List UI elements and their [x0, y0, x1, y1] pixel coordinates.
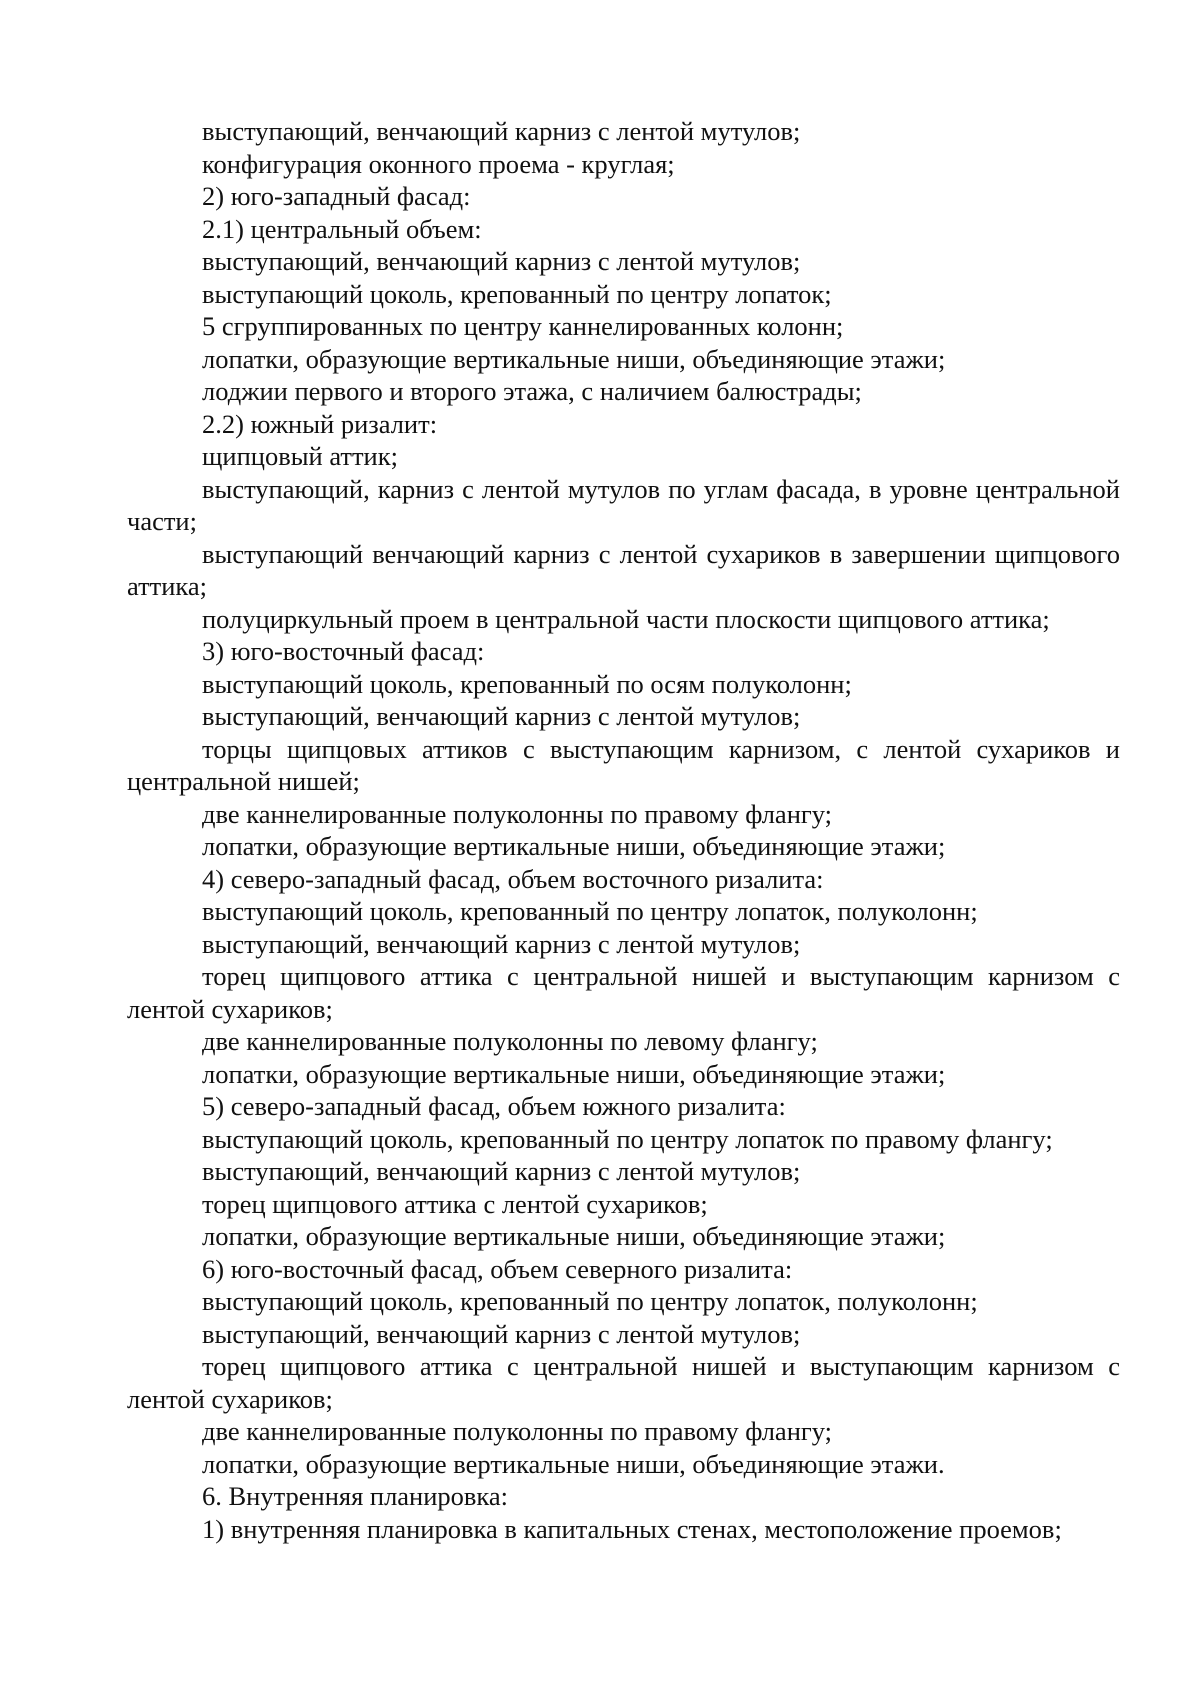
paragraph: выступающий цоколь, крепованный по центру лопаток;	[202, 278, 832, 309]
paragraph: конфигурация оконного проема - круглая;	[202, 148, 675, 179]
paragraph: 6) юго-восточный фасад, объем северного ризалита:	[202, 1253, 793, 1284]
paragraph: торец щипцового аттика с лентой сухариков;	[202, 1188, 708, 1219]
paragraph: выступающий, карниз с лентой мутулов по углам фасада, в уровне центральной части;	[127, 473, 1120, 536]
paragraph: 4) северо-западный фасад, объем восточного ризалита:	[202, 863, 824, 894]
paragraph: 6. Внутренняя планировка:	[202, 1481, 509, 1511]
paragraph: лопатки, образующие вертикальные ниши, объединяющие этажи.	[202, 1448, 945, 1479]
paragraph: выступающий, венчающий карниз с лентой мутулов;	[202, 246, 801, 276]
paragraph: торцы щипцовых аттиков с выступающим карнизом, с лентой сухариков и центральной нишей;	[127, 733, 1120, 796]
paragraph: 5) северо-западный фасад, объем южного ризалита:	[202, 1091, 786, 1121]
paragraph: две каннелированные полуколонны по правому флангу;	[202, 1416, 833, 1446]
paragraph: лопатки, образующие вертикальные ниши, объединяющие этажи;	[202, 831, 946, 861]
paragraph: 2) юго-западный фасад:	[202, 181, 471, 211]
paragraph: выступающий цоколь, крепованный по осям полуколонн;	[202, 668, 852, 699]
paragraph: две каннелированные полуколонны по правому флангу;	[202, 798, 833, 829]
paragraph: 5 сгруппированных по центру каннелированных колонн;	[202, 311, 844, 341]
paragraph: выступающий, венчающий карниз с лентой мутулов;	[202, 1318, 801, 1349]
paragraph: выступающий цоколь, крепованный по центру лопаток, полуколонн;	[202, 1286, 978, 1316]
paragraph: выступающий венчающий карниз с лентой сухариков в завершении щипцового аттика;	[127, 538, 1120, 601]
paragraph: 3) юго-восточный фасад:	[202, 636, 485, 666]
paragraph: лопатки, образующие вертикальные ниши, объединяющие этажи;	[202, 1221, 946, 1251]
paragraph: выступающий цоколь, крепованный по центру лопаток, полуколонн;	[202, 896, 978, 926]
paragraph: торец щипцового аттика с центральной нишей и выступающим карнизом с лентой сухариков;	[127, 961, 1120, 1024]
paragraph: 1) внутренняя планировка в капитальных стенах, местоположение проемов;	[202, 1513, 1062, 1544]
paragraph: выступающий, венчающий карниз с лентой мутулов;	[202, 701, 801, 731]
paragraph: торец щипцового аттика с центральной нишей и выступающим карнизом с лентой сухариков;	[127, 1351, 1120, 1414]
paragraph: лопатки, образующие вертикальные ниши, объединяющие этажи;	[202, 1058, 946, 1089]
document-body	[127, 115, 1120, 1545]
paragraph: 2.2) южный ризалит:	[202, 408, 438, 439]
paragraph: выступающий, венчающий карниз с лентой мутулов;	[202, 928, 801, 959]
paragraph: выступающий цоколь, крепованный по центру лопаток по правому флангу;	[202, 1123, 1053, 1154]
paragraph: две каннелированные полуколонны по левому флангу;	[202, 1026, 818, 1056]
paragraph: выступающий, венчающий карниз с лентой мутулов;	[202, 116, 801, 146]
paragraph: полуциркульный проем в центральной части плоскости щипцового аттика;	[202, 603, 1050, 634]
paragraph: щипцовый аттик;	[202, 441, 398, 471]
paragraph: 2.1) центральный объем:	[202, 213, 482, 244]
paragraph: лопатки, образующие вертикальные ниши, объединяющие этажи;	[202, 343, 946, 374]
paragraph: выступающий, венчающий карниз с лентой мутулов;	[202, 1156, 801, 1186]
paragraph: лоджии первого и второго этажа, с наличием балюстрады;	[202, 376, 862, 406]
